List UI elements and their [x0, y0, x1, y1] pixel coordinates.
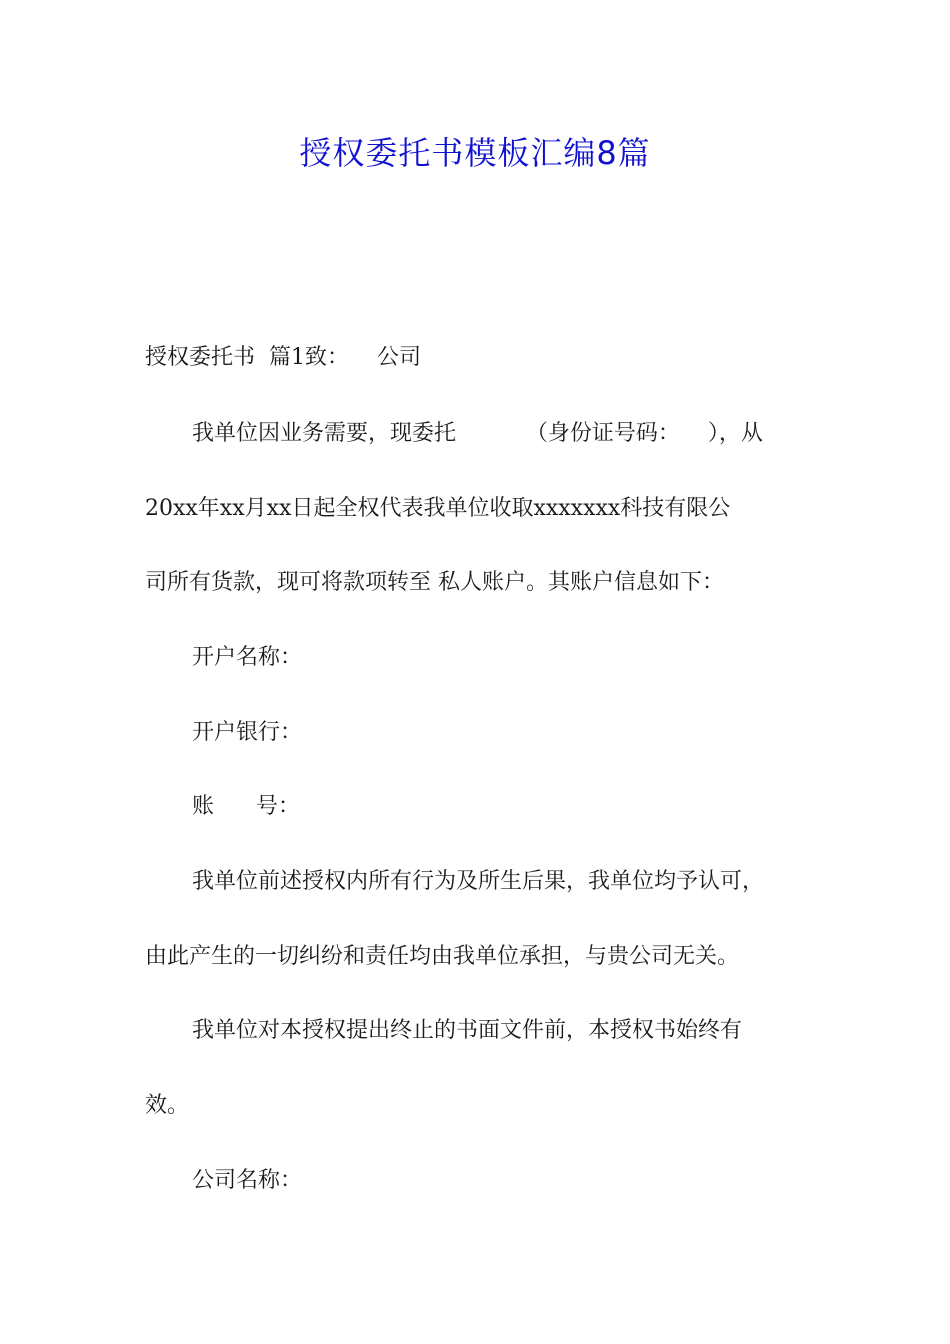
account-number-field-label: 账 号：	[192, 794, 300, 819]
document-title: 授权委托书模板汇编8篇	[299, 134, 651, 172]
paragraph-line: 由此产生的一切纠纷和责任均由我单位承担，与贵公司无关。	[145, 944, 740, 969]
bank-field-label: 开户银行：	[192, 720, 303, 745]
paragraph-line: 我单位因业务需要，现委托 （身份证号码： ），从	[192, 421, 763, 446]
paragraph-line: 我单位前述授权内所有行为及所生后果，我单位均予认可，	[192, 869, 765, 894]
account-name-field-label: 开户名称：	[192, 645, 303, 670]
heading-line: 授权委托书 篇1致： 公司	[145, 345, 421, 370]
company-name-field-label: 公司名称：	[192, 1168, 303, 1193]
paragraph-line: 我单位对本授权提出终止的书面文件前，本授权书始终有	[192, 1018, 743, 1043]
paragraph-line: 效。	[145, 1093, 190, 1118]
paragraph-line: 20xx年xx月xx日起全权代表我单位收取xxxxxxx科技有限公	[145, 496, 731, 521]
paragraph-line: 司所有货款，现可将款项转至 私人账户。其账户信息如下：	[145, 570, 724, 595]
